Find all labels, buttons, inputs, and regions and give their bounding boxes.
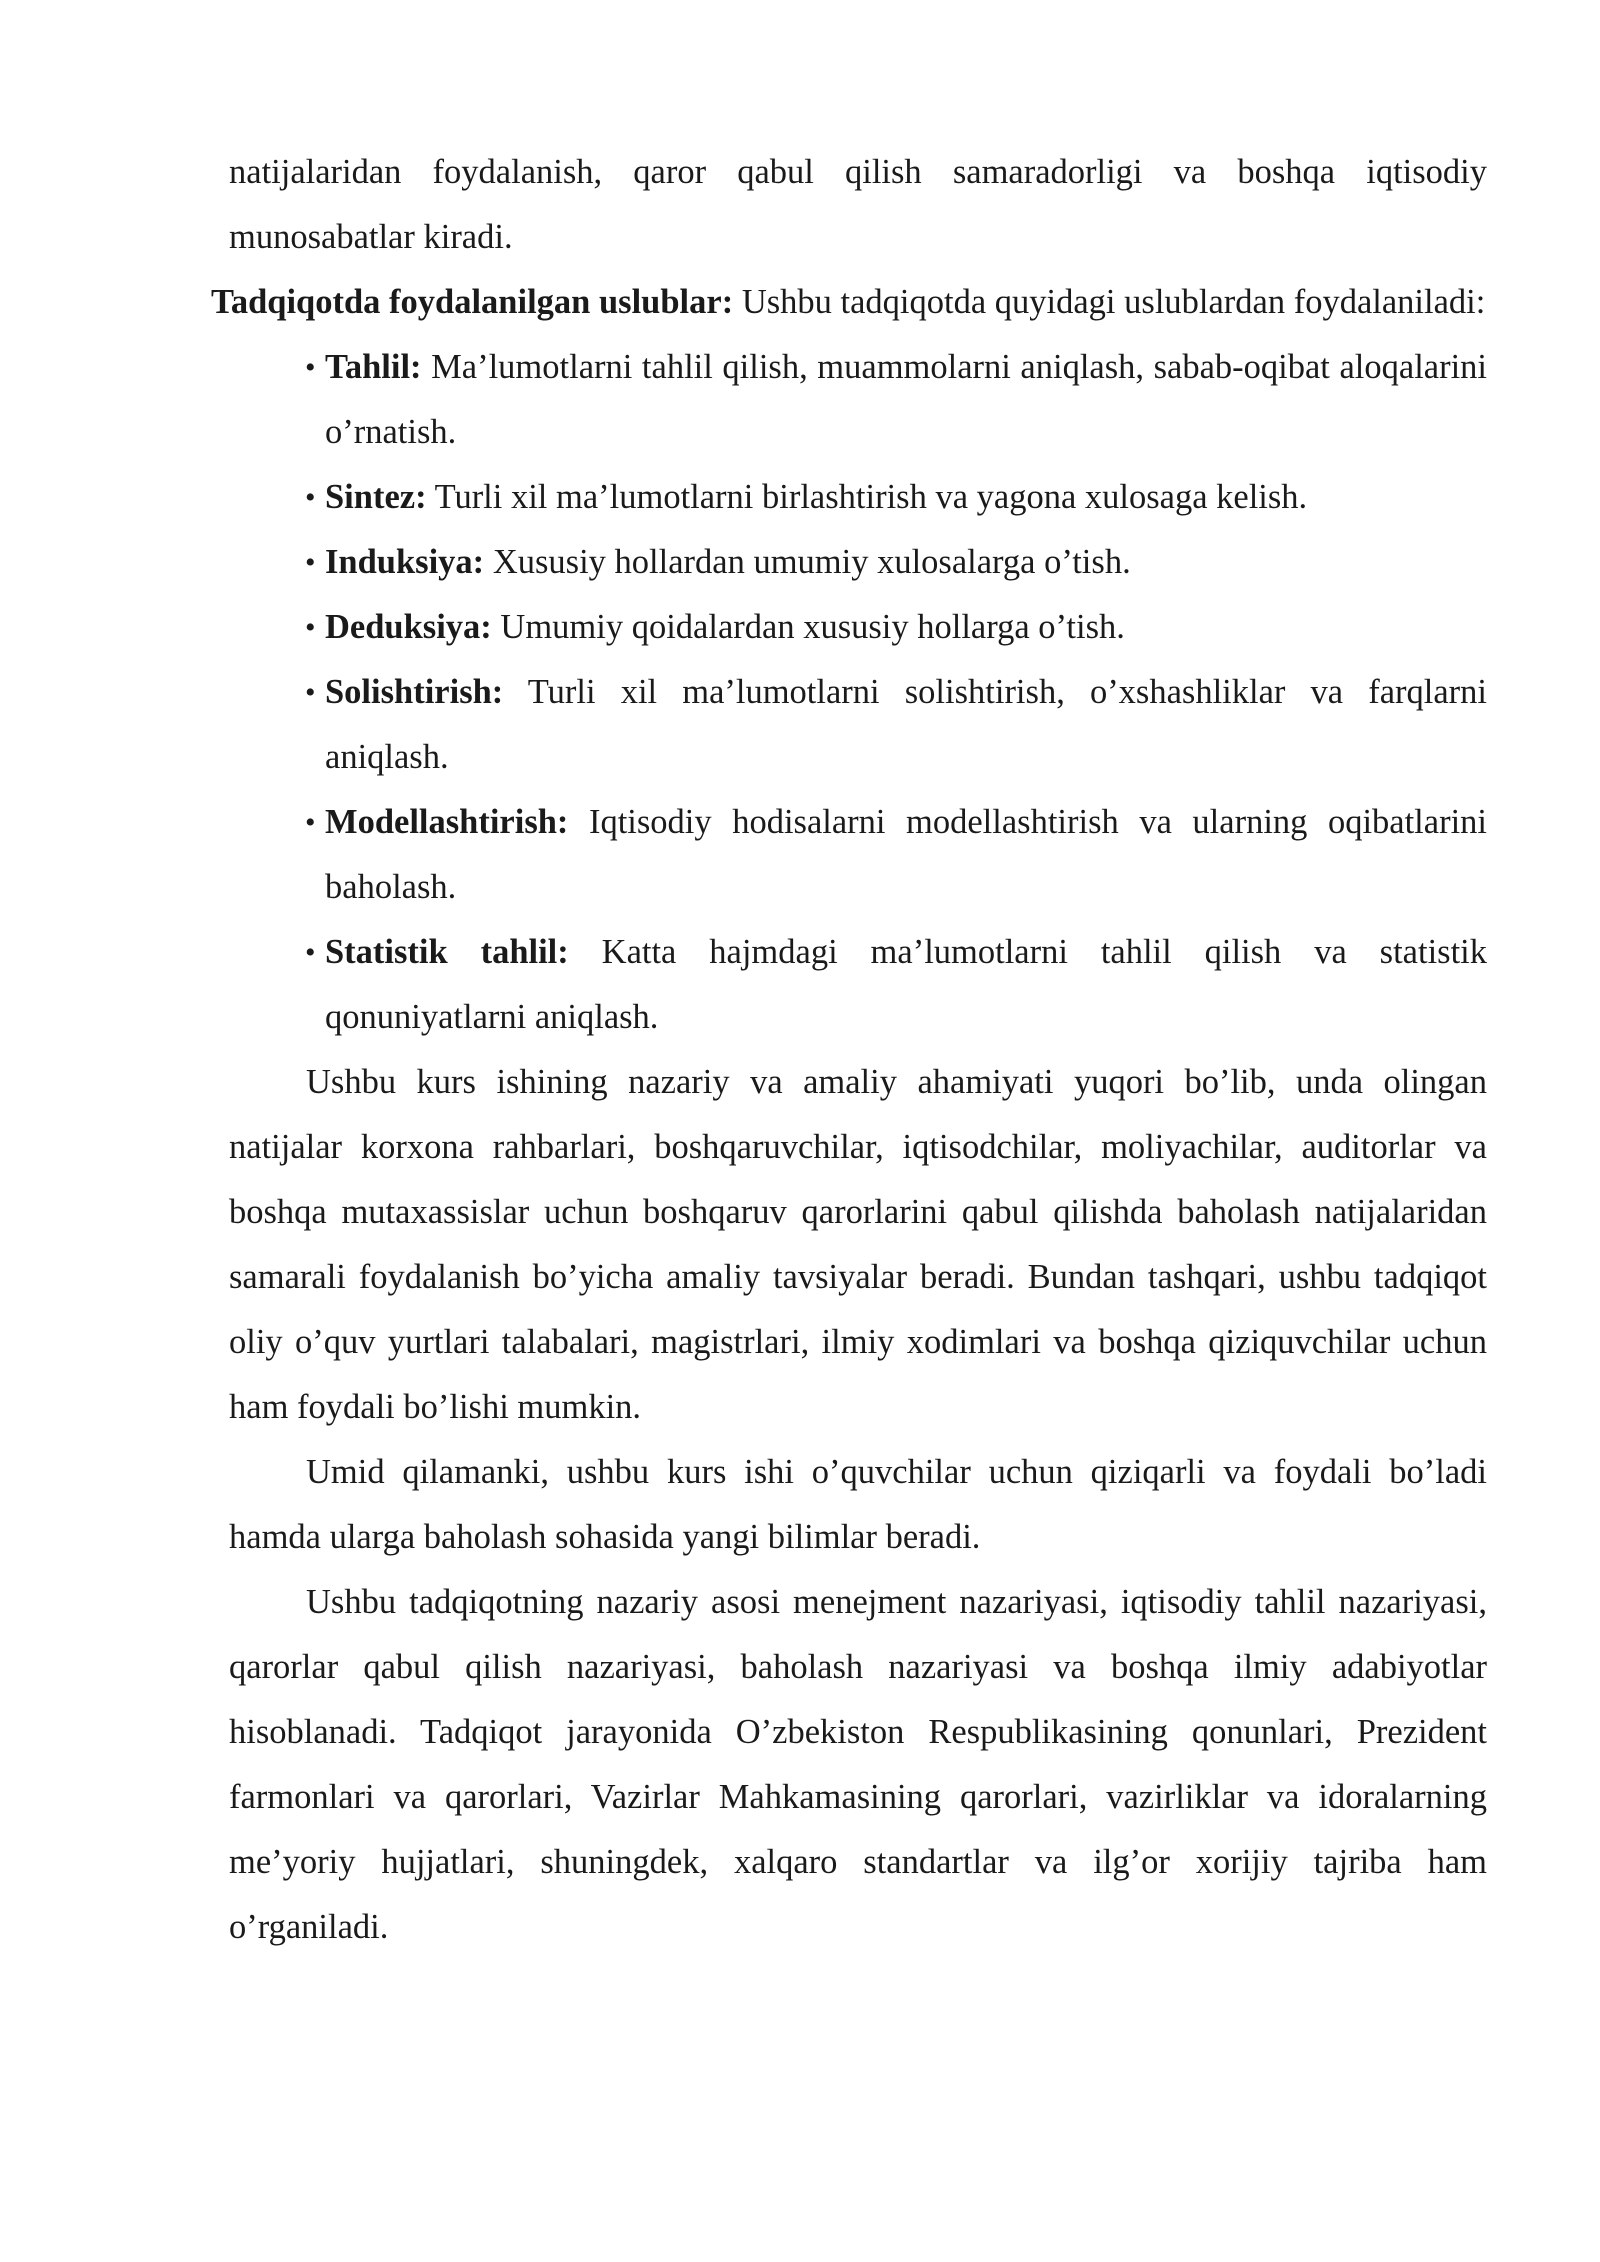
method-item <box>305 465 1487 530</box>
bullet-icon: • <box>305 546 316 579</box>
methods-heading-paragraph <box>211 270 1487 335</box>
body-paragraph: Ushbu tadqiqotning nazariy asosi menejment nazariyasi, iqtisodiy tahlil nazariyasi, qarorlar qabul qilish nazariyasi, baholash nazariyasi va boshqa ilmiy adabiyotlar hisoblanadi. Tadqiqot jarayonida O’zbekiston Respublikasining qonunlari, Prezident farmonlari va qarorlari, Vazirlar Mahkamasining qarorlari, vazirliklar va idoralarning me’yoriy hujjatlari, shuningdek, xalqaro standartlar va ilg’or xorijiy tajriba ham o’rganiladi. <box>229 1583 1487 1946</box>
method-text: Iqtisodiy hodisalarni modellashtirish va ularning oqibatlarini baholash. <box>325 803 1487 906</box>
method-text: Xususiy hollardan umumiy xulosalarga o’tish. <box>484 543 1131 581</box>
bullet-icon: • <box>305 676 316 709</box>
methods-list <box>229 335 1487 1050</box>
body-paragraph: Ushbu kurs ishining nazariy va amaliy ahamiyati yuqori bo’lib, unda olingan natijalar korxona rahbarlari, boshqaruvchilar, iqtisodchilar, moliyachilar, auditorlar va boshqa mutaxassislar uchun boshqaruv qarorlarini qabul qilishda baholash natijalaridan samarali foydalanish bo’yicha amaliy tavsiyalar beradi. Bundan tashqari, ushbu tadqiqot oliy o’quv yurtlari talabalari, magistrlari, ilmiy xodimlari va boshqa qiziquvchilar uchun ham foydali bo’lishi mumkin. <box>229 1063 1487 1426</box>
method-term: Deduksiya: <box>325 608 492 646</box>
method-term: Induksiya: <box>325 543 485 581</box>
method-term: Modellashtirish: <box>325 803 569 841</box>
bullet-icon: • <box>305 806 316 839</box>
method-text: Turli xil ma’lumotlarni solishtirish, o’xshashliklar va farqlarni aniqlash. <box>325 673 1487 776</box>
method-term: Statistik tahlil: <box>325 933 569 971</box>
method-item <box>305 595 1487 660</box>
method-item <box>305 920 1487 1050</box>
method-text: Turli xil ma’lumotlarni birlashtirish va yagona xulosaga kelish. <box>426 478 1308 516</box>
method-item <box>305 530 1487 595</box>
methods-heading: Tadqiqotda foydalanilgan uslublar: <box>211 283 734 321</box>
method-item <box>305 660 1487 790</box>
bullet-icon: • <box>305 936 316 969</box>
intro-continuation: natijalaridan foydalanish, qaror qabul qilish samaradorligi va boshqa iqtisodiy munosabatlar kiradi. <box>229 153 1487 256</box>
method-text: Umumiy qoidalardan xususiy hollarga o’tish. <box>491 608 1125 646</box>
method-item <box>305 790 1487 920</box>
body-paragraph: Umid qilamanki, ushbu kurs ishi o’quvchilar uchun qiziqarli va foydali bo’ladi hamda ularga baholash sohasida yangi bilimlar beradi. <box>229 1453 1487 1556</box>
method-text: Ma’lumotlarni tahlil qilish, muammolarni aniqlash, sabab-oqibat aloqalarini o’rnatish. <box>325 348 1487 451</box>
methods-heading-text: Ushbu tadqiqotda quyidagi uslublardan foydalaniladi: <box>733 283 1486 321</box>
method-term: Tahlil: <box>325 348 422 386</box>
method-item <box>305 335 1487 465</box>
document-page <box>211 140 1487 1960</box>
method-term: Sintez: <box>325 478 427 516</box>
method-term: Solishtirish: <box>325 673 504 711</box>
bullet-icon: • <box>305 611 316 644</box>
bullet-icon: • <box>305 351 316 384</box>
bullet-icon: • <box>305 481 316 514</box>
method-text: Katta hajmdagi ma’lumotlarni tahlil qilish va statistik qonuniyatlarni aniqlash. <box>325 933 1487 1036</box>
